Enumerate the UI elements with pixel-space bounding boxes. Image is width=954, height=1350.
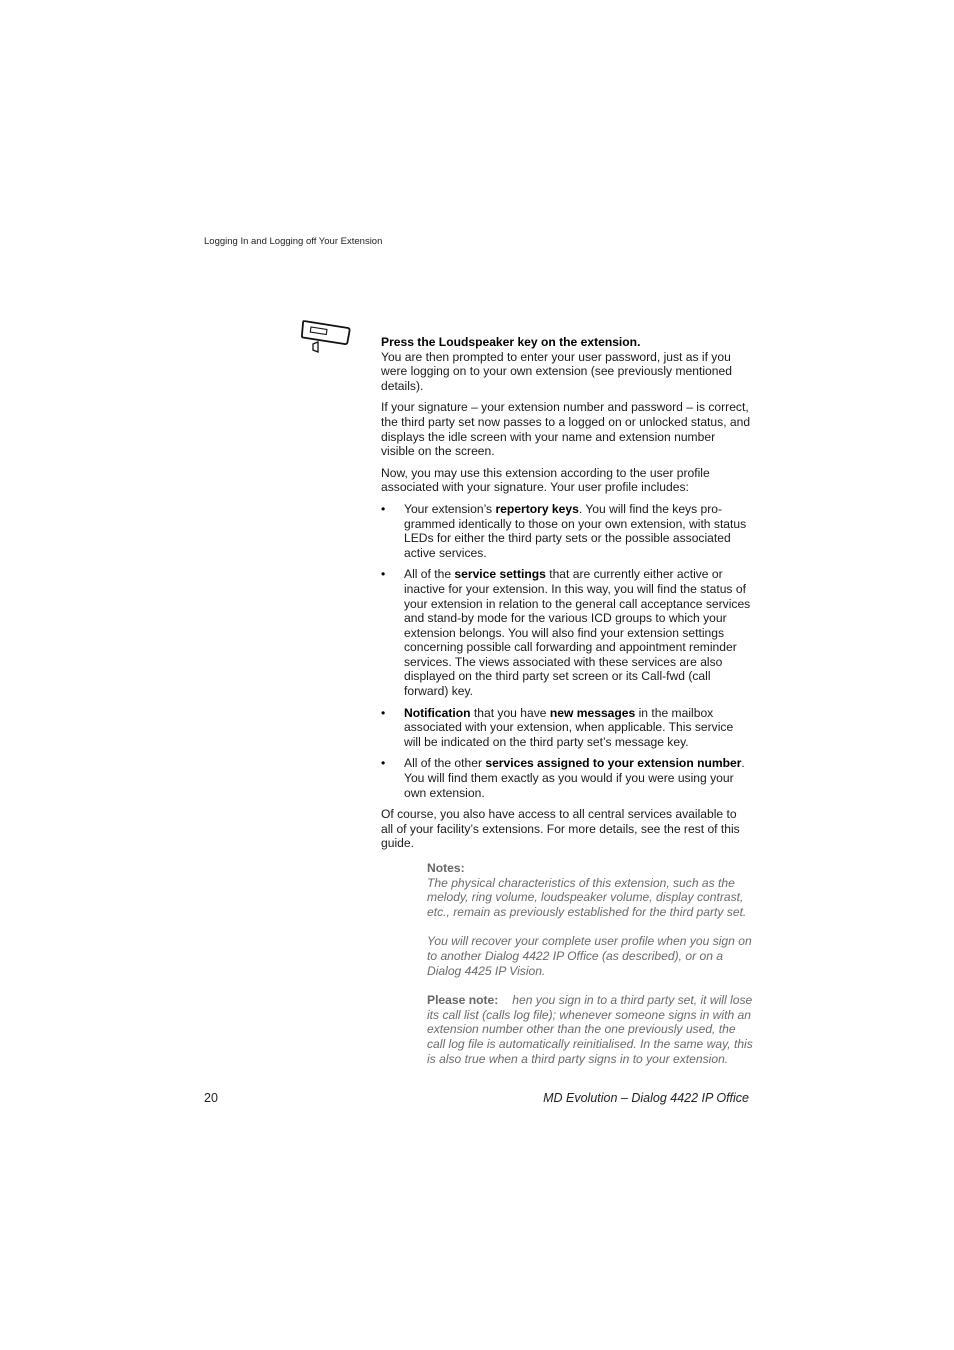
list-item: • Your extension’s repertory keys. You will find the keys pro-grammed identically to those on your own extension, with status LEDs for either the third party sets or the possible associated active services. [381,502,751,560]
step-lead: Press the Loudspeaker key on the extension. [381,335,641,349]
profile-list [381,502,751,800]
note-profile: You will recover your complete user profile when you sign on to another Dialog 4422 IP Office (as described), or on a Dialog 4425 IP Vision. [427,934,752,978]
list-item: • All of the other services assigned to your extension number. You will find them exactly as you would if you were using your own extension. [381,756,751,800]
list-item: • Notification that you have new messages in the mailbox associated with your extension, when applicable. This service will be indicated on the third party set’s message key. [381,706,751,750]
signature-paragraph: If your signature – your extension number and password – is correct, the third party set now passes to a logged on or unlocked status, and displays the idle screen with your name and extension number visible on the screen. [381,400,751,459]
notes-block [427,861,753,919]
profile-intro-paragraph: Now, you may use this extension according to the user profile associated with your signature. Your user profile includes: [381,465,710,495]
document-title: MD Evolution – Dialog 4422 IP Office [543,1091,749,1105]
step-text: You are then prompted to enter your user password, just as if you were logging on to your own extension (see previously mentioned details). [381,349,732,393]
loudspeaker-key-icon [300,318,352,356]
notes-label: Notes: [427,861,465,875]
list-item: • All of the service settings that are currently either active or inactive for your extension. In this way, you will find the status of your extension in relation to the general call acceptance services and stand-by mode for the various ICD groups to which your extension belongs. You will also find your extension settings concerning possible call forwarding and appointment reminder services. The views associated with these services are also displayed on the third party set screen or its Call-fwd (call forward) key. [381,567,751,698]
running-header: Logging In and Logging off Your Extension [204,236,383,247]
please-note-block [427,993,753,1066]
please-note-label: Please note: [427,993,499,1008]
main-content [381,335,751,858]
page-number: 20 [204,1091,218,1105]
please-note-text: hen you sign in to a third party set, it will lose its call list (calls log file); whenever someone signs in with an extension number other than the one previously used, the call log file is automatically reinitialised. In the same way, this is also true when a third party signs in to your extension. [427,993,753,1066]
notes-box [427,861,753,1081]
note-physical: The physical characteristics of this extension, such as the melody, ring volume, loudspeaker volume, display contrast, etc., remain as previously established for the third party set. [427,875,747,919]
central-services-paragraph: Of course, you also have access to all central services available to all of your facility’s extensions. For more details, see the rest of this guide. [381,807,740,851]
step-paragraph [381,335,751,393]
